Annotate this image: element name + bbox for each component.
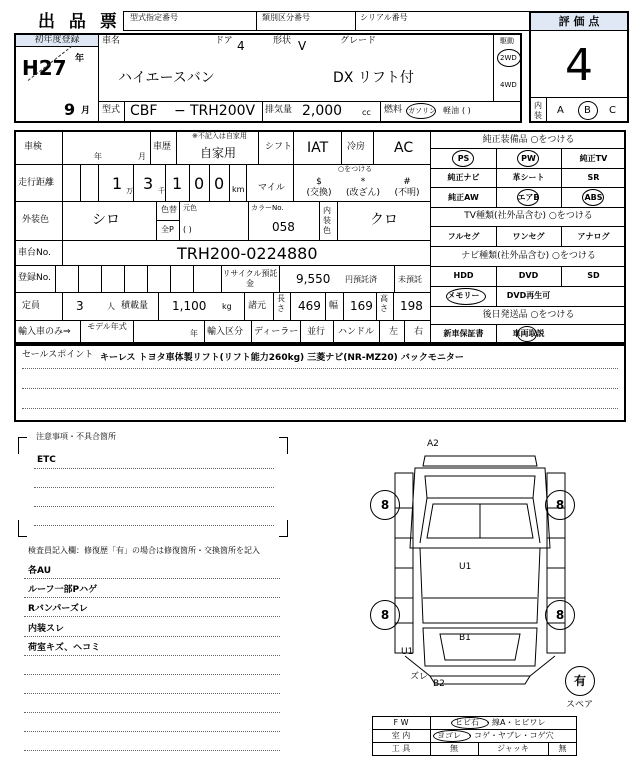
ac-label: 冷房 xyxy=(347,142,366,152)
history-label: 車歴 xyxy=(153,142,172,152)
recycle-label: リサイクル預託金 xyxy=(222,269,278,288)
diagram-zure: ズレ xyxy=(410,672,429,682)
mileage-d2: 3 xyxy=(143,174,154,193)
import-class-label: 輸入区分 xyxy=(207,327,244,337)
interior-color-value: クロ xyxy=(370,212,398,228)
car-name-label: 車名 xyxy=(102,36,121,46)
import-label: 輸入車のみ⇒ xyxy=(18,327,71,337)
ac-value: AC xyxy=(394,140,414,156)
inspector-line-5: 荷室キズ、ヘコミ xyxy=(28,643,101,653)
equip-pw: PW xyxy=(521,154,536,163)
diagram-u1-bottom: U1 xyxy=(401,647,414,657)
navi-title: ナビ種類(社外品含む) ○をつける xyxy=(461,251,596,261)
first-reg-month: 9 xyxy=(64,100,76,119)
color-code-label: カラーNo. xyxy=(251,204,284,212)
recycle-unit: 円預託済 xyxy=(345,275,377,284)
spare-label: スペア xyxy=(566,700,594,710)
equip-leather: 革シート xyxy=(512,173,545,182)
load-label: 積載量 xyxy=(121,301,149,311)
drive-label: 駆動 xyxy=(500,37,514,45)
inspector-line-3: Rバンパーズレ xyxy=(28,604,88,614)
diagram-b1: B1 xyxy=(459,633,471,643)
interior-b: B xyxy=(584,105,591,116)
interior-cond-options: ・コゲ・ヤブレ・コゲ穴 xyxy=(466,731,554,740)
height-label: 高さ xyxy=(380,294,388,313)
sales-label: セールスポイント xyxy=(22,350,94,360)
tv-analog: アナログ xyxy=(577,232,610,241)
navi-dvd-play: DVD再生可 xyxy=(506,291,551,300)
tire-rear-left-value: 8 xyxy=(380,608,390,622)
displacement: 2,000 xyxy=(302,103,343,119)
mile-label: マイル xyxy=(258,183,285,193)
mileage-opt3-sub: (不明) xyxy=(394,188,420,198)
shift-label: シフト xyxy=(265,142,293,152)
score-label: 評 価 点 xyxy=(558,15,600,28)
month-unit: 月 xyxy=(81,106,91,116)
fuel-value: ガソリン xyxy=(408,107,436,115)
door-value: 4 xyxy=(237,39,245,53)
handle-right: 右 xyxy=(414,327,424,337)
color-code: 058 xyxy=(272,220,295,234)
model-code-label: 型式指定番号 xyxy=(130,13,178,22)
navi-sd: SD xyxy=(587,271,600,280)
equip-aw: 純正AW xyxy=(448,193,479,202)
jack-value: 無 xyxy=(558,744,567,753)
capacity-unit: 人 xyxy=(107,302,115,311)
tv-oneseg: ワンセグ xyxy=(512,232,545,241)
header-codes-box xyxy=(123,11,535,31)
full-paint-label: 全P xyxy=(161,225,174,234)
navi-hdd: HDD xyxy=(453,271,474,280)
load-value: 1,100 xyxy=(172,299,207,313)
tool-value: 無 xyxy=(450,744,458,753)
handle-label: ハンドル xyxy=(338,327,375,337)
height-value: 198 xyxy=(400,299,423,313)
serial-label: シリアル番号 xyxy=(360,13,408,22)
diagram-u1-top: U1 xyxy=(459,562,472,572)
disp-label: 排気量 xyxy=(265,105,293,115)
chassis-value: TRH200-0224880 xyxy=(177,244,318,263)
fuel-paren: ( ) xyxy=(462,106,471,115)
model-year-label: モデル年式 xyxy=(87,322,127,331)
mileage-sen: 千 xyxy=(158,187,165,195)
color-paren: ( ) xyxy=(183,225,192,234)
equip-tv: 純正TV xyxy=(579,154,608,163)
score-value: 4 xyxy=(565,40,593,91)
history-value: 自家用 xyxy=(200,146,237,160)
docs-title: 後日発送品 ○をつける xyxy=(482,310,575,320)
diagram-b2: B2 xyxy=(433,679,445,689)
docs-warranty: 新車保証書 xyxy=(443,329,484,338)
equip-abs: ABS xyxy=(584,193,603,202)
mileage-label: 走行距離 xyxy=(18,178,55,188)
tv-title: TV種類(社外品含む) ○をつける xyxy=(464,211,593,221)
model-dash: − xyxy=(174,103,186,119)
history-note: ※不記入は自家用 xyxy=(192,132,247,140)
grade-label: グレード xyxy=(340,36,377,46)
mileage-d5: 0 xyxy=(214,174,225,193)
shaken-label: 車検 xyxy=(24,142,43,152)
jack-label: ジャッキ xyxy=(497,744,529,753)
first-reg-year: H27 xyxy=(22,56,67,80)
tire-front-right-value: 8 xyxy=(555,498,565,512)
tool-label: 工 具 xyxy=(391,744,411,753)
color-value: シロ xyxy=(92,212,120,228)
import-dealer: ディーラー xyxy=(254,327,299,337)
spare-value: 有 xyxy=(573,674,586,688)
mileage-d1: 1 xyxy=(112,174,123,193)
mileage-circle-note: ○をつける xyxy=(338,165,373,173)
sales-text: キーレス トヨタ車体製リフト(リフト能力260kg) 三菱ナビ(NR-MZ20) バックモニター xyxy=(100,353,464,363)
docs-manual: 車両取説 xyxy=(512,329,545,338)
equip-ps: PS xyxy=(457,154,470,163)
mileage-opt2-sub: (改ざん) xyxy=(345,188,381,198)
color-label: 外装色 xyxy=(22,215,50,225)
fw-value: ヒビ石 xyxy=(455,718,479,727)
interior-score-label: 内装 xyxy=(534,101,542,120)
navi-dvd: DVD xyxy=(518,271,539,280)
dims-label: 諸元 xyxy=(248,301,267,311)
equip-sr: SR xyxy=(587,173,600,182)
fw-label: F W xyxy=(393,718,409,727)
year-unit: 年 xyxy=(75,54,85,64)
interior-cond-value: ヨゴレ xyxy=(437,731,461,740)
mileage-opt1-sub: (交換) xyxy=(306,188,332,198)
inspector-line-2: ルーフ一部Pハゲ xyxy=(28,585,98,595)
load-unit: kg xyxy=(222,302,232,311)
diagram-a2: A2 xyxy=(427,439,439,449)
mileage-opt1: $ xyxy=(316,177,322,187)
registration-label: 登録No. xyxy=(18,273,51,283)
model-prefix: CBF xyxy=(130,103,158,119)
inspector-line-1: 各AU xyxy=(28,566,51,576)
grade-value: DX リフト付 xyxy=(333,70,414,86)
shift-value: IAT xyxy=(307,140,329,156)
tv-fullseg: フルセグ xyxy=(447,232,480,241)
equip-airbag: エアB xyxy=(517,193,540,202)
capacity-label: 定員 xyxy=(22,301,41,311)
interior-cond-label: 室 内 xyxy=(391,731,411,740)
width-value: 169 xyxy=(350,299,373,313)
fuel-label: 燃料 xyxy=(384,105,403,115)
interior-color-label: 内装色 xyxy=(323,206,331,235)
chassis-label: 車台No. xyxy=(18,248,51,258)
disp-unit: cc xyxy=(362,108,371,117)
mileage-unit: km xyxy=(232,185,245,194)
equipment-title: 純正装備品 ○をつける xyxy=(482,135,575,145)
equip-navi: 純正ナビ xyxy=(447,173,480,182)
mileage-man: 万 xyxy=(126,187,133,195)
original-color-label: 元色 xyxy=(183,204,197,212)
navi-memory: メモリー xyxy=(447,291,480,300)
width-label: 幅 xyxy=(329,301,339,311)
recycle-value: 9,550 xyxy=(296,272,331,286)
shape-label: 形状 xyxy=(273,36,292,46)
handle-left: 左 xyxy=(389,327,399,337)
mileage-d3: 1 xyxy=(172,174,183,193)
category-label: 類別区分番号 xyxy=(262,13,310,22)
drive-4wd: 4WD xyxy=(500,81,517,89)
capacity-value: 3 xyxy=(76,299,84,313)
inspector-title: 検査員記入欄：修復歴「有」の場合は修復箇所・交換箇所を記入 xyxy=(28,546,260,555)
inspector-line-4: 内装スレ xyxy=(28,624,65,634)
first-reg-label: 初年度登録 xyxy=(34,35,80,45)
notes-line-1: ETC xyxy=(37,455,56,465)
length-value: 469 xyxy=(298,299,321,313)
mileage-opt3: # xyxy=(403,177,411,187)
shape-value: V xyxy=(298,39,307,53)
notes-title: 注意事項・不具合箇所 xyxy=(36,432,116,441)
drive-2wd: 2WD xyxy=(500,54,517,62)
interior-a: A xyxy=(557,105,564,116)
vehicle-damage-diagram xyxy=(365,438,595,688)
unpaid-label: 未預託 xyxy=(398,275,422,284)
mileage-d4: 0 xyxy=(194,174,205,193)
tire-front-left-value: 8 xyxy=(380,498,390,512)
form-title: 出 品 票 xyxy=(38,12,121,32)
color-change-label: 色替 xyxy=(161,205,177,214)
interior-c: C xyxy=(609,105,616,116)
length-label: 長さ xyxy=(277,294,285,313)
door-label: ドア xyxy=(215,36,233,46)
model-value: TRH200V xyxy=(190,103,256,119)
import-year-unit: 年 xyxy=(190,329,198,338)
import-parallel: 並行 xyxy=(307,327,326,337)
mileage-opt2: * xyxy=(360,177,366,187)
fw-options: ・線A・ヒビワレ xyxy=(484,718,546,727)
light-oil-label: 軽油 xyxy=(443,106,459,115)
shaken-year-unit: 年 xyxy=(94,152,102,161)
shaken-month-unit: 月 xyxy=(138,152,146,161)
car-name: ハイエースバン xyxy=(118,70,215,86)
model-label: 型式 xyxy=(102,105,121,115)
tire-rear-right-value: 8 xyxy=(555,608,565,622)
